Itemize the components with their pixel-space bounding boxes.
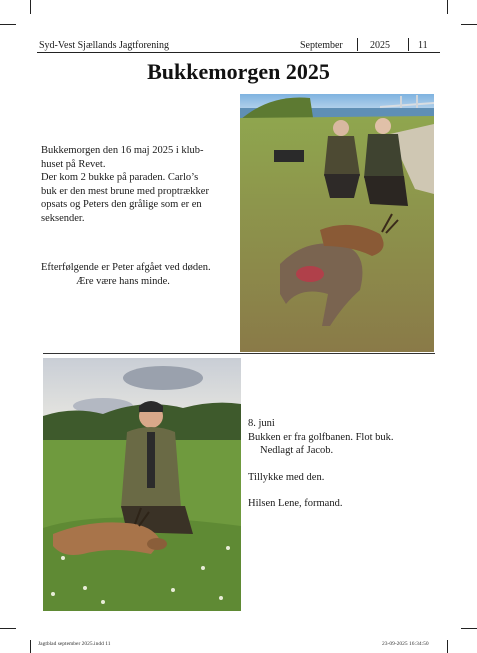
footer-timestamp: 23-09-2025 16:34:50: [382, 641, 429, 647]
photo-hunters-with-bucks: [240, 94, 434, 352]
photo-hunter-with-buck: [43, 358, 241, 611]
crop-mark-top-left: [30, 0, 31, 14]
hunt-date: 8. juni: [248, 418, 275, 429]
crop-mark-right-top: [461, 24, 477, 25]
hunt-description: Bukken er fra golfbanen. Flot buk.: [248, 431, 394, 443]
second-article: [248, 417, 438, 511]
footer-file-info: Jagtblad september 2025.indd 11: [38, 641, 111, 647]
hunter-credit: Nedlagt af Jacob.: [260, 445, 334, 456]
crop-mark-bottom-left: [30, 640, 31, 653]
intro-line: seksender.: [41, 212, 85, 224]
crop-mark-top-right: [447, 0, 448, 14]
intro-line: huset på Revet.: [41, 158, 106, 170]
header-rule: [37, 52, 440, 53]
memorial-line: Ære være hans minde.: [76, 275, 170, 287]
intro-line: Bukkemorgen den 16 maj 2025 i klub-: [41, 145, 204, 156]
header-month: September: [300, 40, 343, 51]
crop-mark-left-bottom: [0, 628, 16, 629]
crop-mark-left-top: [0, 24, 16, 25]
header-separator: [408, 38, 409, 51]
header-page-number: 11: [418, 40, 428, 51]
crop-mark-bottom-right: [447, 640, 448, 653]
header-publication: Syd-Vest Sjællands Jagtforening: [39, 40, 169, 51]
article-title: Bukkemorgen 2025: [147, 59, 330, 84]
intro-line: buk er den mest brune med proptrækker: [41, 185, 209, 197]
intro-line: Der kom 2 bukke på paraden. Carlo’s: [41, 172, 199, 183]
signature: Hilsen Lene, formand.: [248, 498, 343, 509]
header-separator: [357, 38, 358, 51]
intro-line: opsats og Peters den grålige som er en: [41, 199, 202, 210]
congratulation: Tillykke med den.: [248, 471, 325, 483]
header-year: 2025: [370, 40, 390, 51]
section-divider: [43, 353, 435, 354]
crop-mark-right-bottom: [461, 628, 477, 629]
intro-paragraph: [41, 144, 241, 225]
memorial-line: Efterfølgende er Peter afgået ved døden.: [41, 262, 211, 273]
memorial-paragraph: [41, 261, 241, 288]
